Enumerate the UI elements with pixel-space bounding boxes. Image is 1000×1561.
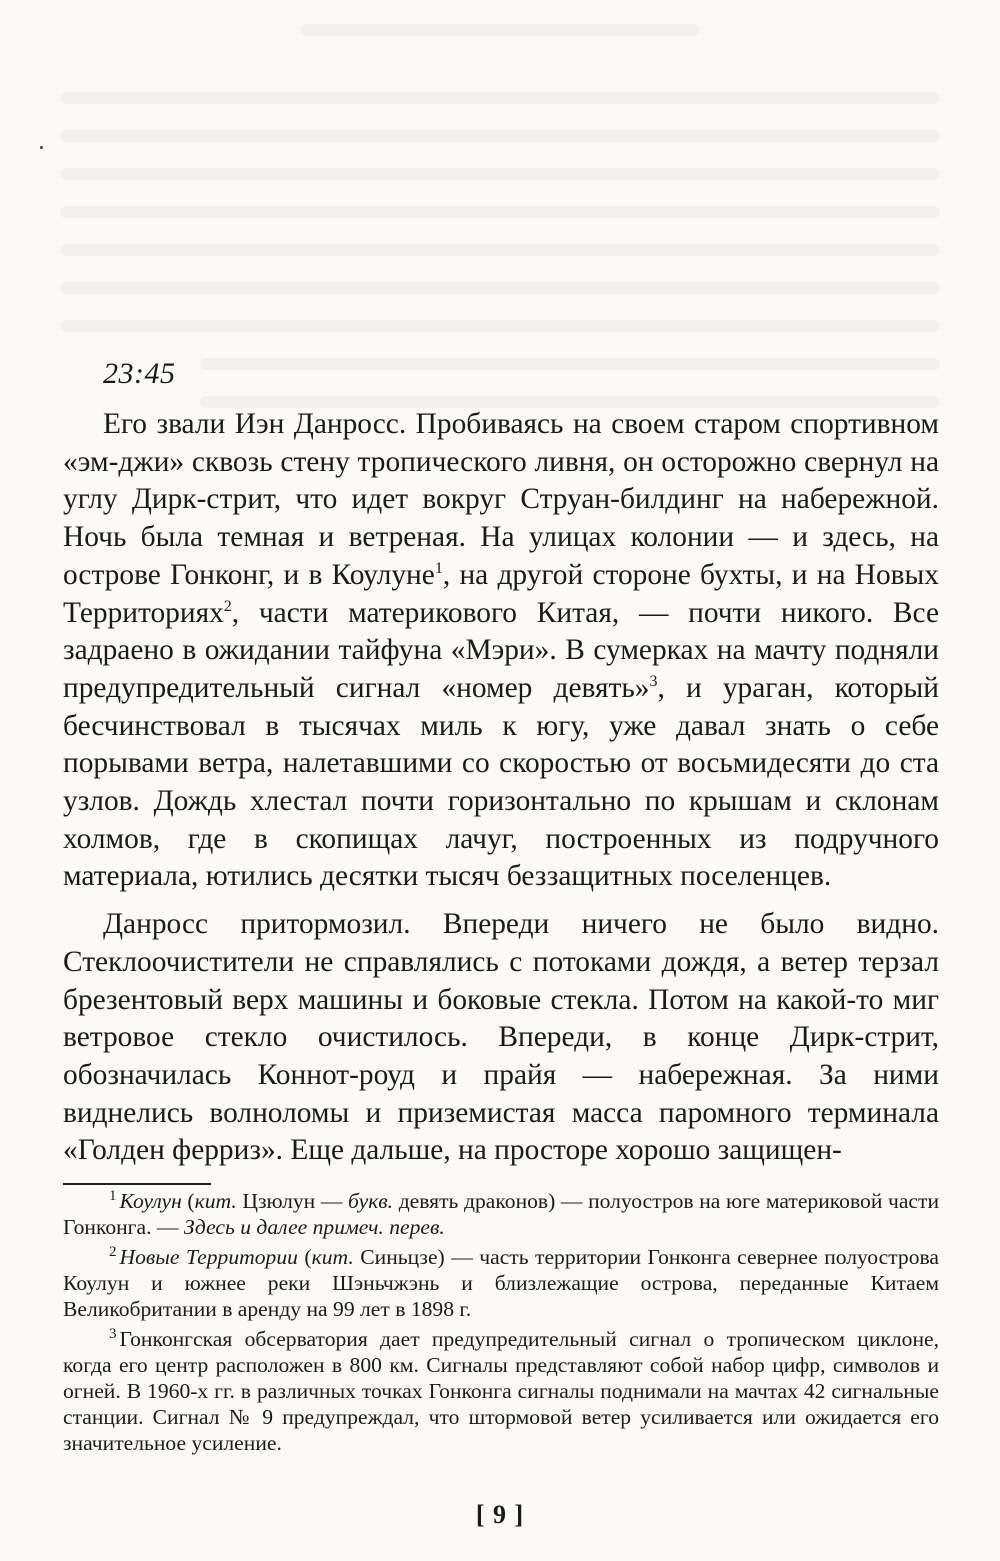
footnote-1-open: ( bbox=[181, 1189, 195, 1213]
page-number: [ 9 ] bbox=[475, 1500, 525, 1529]
footnote-2-open: ( bbox=[297, 1245, 312, 1269]
footnote-1-abbr-bukv: букв. bbox=[348, 1189, 394, 1213]
footnote-3-text: Гонконгская обсерватория дает предупредительный сигнал о тропическом циклоне, когда его центр расположен в 800 км. Сигналы представляют собой набор цифр, символов и огней. В 1960-х гг. в различных точках Гонконга сигналы поднимали на мачтах 42 сигнальные станции. Сигнал № 9 предупреждал, что штормовой ветер усиливается или ожидается его значительное усиление. bbox=[63, 1327, 939, 1455]
section-time-heading: 23:45 bbox=[103, 357, 176, 390]
footnote-3-number: 3 bbox=[109, 1325, 117, 1342]
footnote-2-number: 2 bbox=[109, 1243, 117, 1260]
paragraph-1-text-a: Его звали Иэн Данросс. Пробиваясь на своем старом спортивном «эм-джи» сквозь стену тропического ливня, он осторожно свернул на углу Дирк-стрит, что идет вокруг Струан-билдинг на набережной. Ночь была темная и ветреная. На улицах колонии — и здесь, на острове Гонконг, и в Коулуне bbox=[63, 408, 939, 591]
footnote-1-mid-2: девять драконов) — полуостров на юге материковой части Гонконга. — bbox=[63, 1189, 939, 1239]
footnote-ref-1: 1 bbox=[434, 560, 443, 578]
footnote-divider bbox=[63, 1183, 211, 1185]
footnote-2-rest: Синьцзе) — часть территории Гонконга севернее полуострова Коулун и южнее реки Шэньчжэнь и близлежащие острова, переданные Китаем Великобритании в аренду на 99 лет в 1898 г. bbox=[63, 1245, 940, 1321]
footnote-1-translator-note: Здесь и далее примеч. перев. bbox=[183, 1215, 445, 1239]
footnote-1 bbox=[63, 1188, 939, 1240]
paragraph-1-text-c: , части материкового Китая, — почти никого. Все задраено в ожидании тайфуна «Мэри». В сумерках на мачту подняли предупредительный сигнал «номер девять» bbox=[63, 596, 939, 704]
paragraph-1-text-d: , и ураган, который бесчинствовал в тысячах миль к югу, уже давал знать о себе порывами ветра, налетавшими со скоростью от восьмидесяти до ста узлов. Дождь хлестал почти горизонтально по крышам и склонам холмов, где в скопищах лачуг, построенных из подручного материала, ютились десятки тысяч беззащитных поселенцев. bbox=[63, 671, 939, 893]
footnote-ref-2: 2 bbox=[223, 597, 232, 615]
page-speck bbox=[40, 146, 43, 149]
paragraph-2: Данросс притормозил. Впереди ничего не было видно. Стеклоочистители не справлялись с потоками дождя, а ветер терзал брезентовый верх машины и боковые стекла. Потом на какой-то миг ветровое стекло очистилось. Впереди, в конце Дирк-стрит, обозначилась Коннот-роуд и прайя — набережная. За ними виднелись волноломы и приземистая масса паромного терминала «Голден ферриз». Еще дальше, на просторе хорошо защищен- bbox=[63, 908, 939, 1167]
footnote-2-term: Новые Территории bbox=[119, 1245, 298, 1269]
footnote-1-number: 1 bbox=[109, 1187, 117, 1204]
footnote-ref-3: 3 bbox=[649, 673, 658, 691]
footnote-2 bbox=[63, 1244, 939, 1322]
paragraph-1 bbox=[63, 406, 939, 896]
main-text bbox=[63, 406, 939, 1170]
footnotes bbox=[63, 1188, 939, 1456]
paragraph-1-text-b: , на другой стороне бухты, и на Новых Территориях bbox=[63, 558, 939, 629]
footnote-3 bbox=[63, 1326, 939, 1456]
footnote-2-abbr-kit: кит. bbox=[311, 1245, 354, 1269]
footnote-1-abbr-kit: кит. bbox=[194, 1189, 237, 1213]
footnote-1-mid-1: Цзюлун — bbox=[236, 1189, 349, 1213]
footnote-1-term: Коулун bbox=[119, 1189, 182, 1213]
